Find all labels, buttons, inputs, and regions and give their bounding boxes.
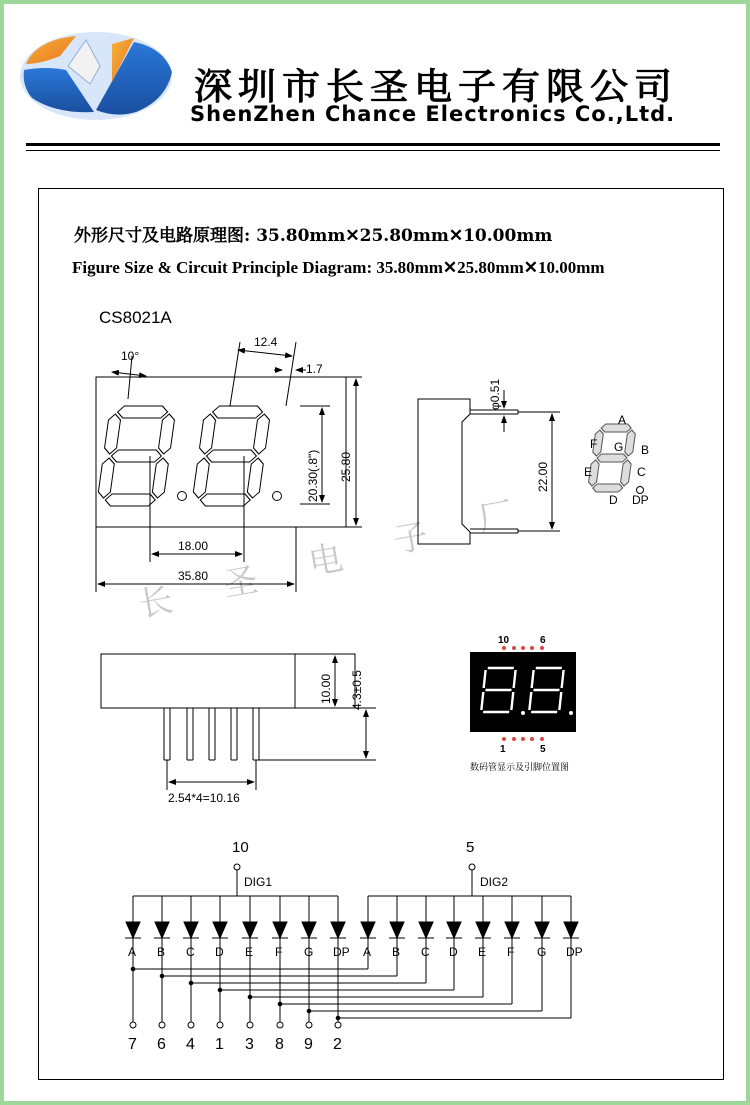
front-digit-1 — [96, 406, 176, 506]
watermark-char: 厂 — [475, 494, 517, 540]
segment-diagram — [587, 424, 637, 492]
seg-label-d: D — [609, 493, 618, 507]
dig1-seg-6-diode — [302, 922, 316, 938]
company-name-cn: 深圳市长圣电子有限公司 — [194, 65, 679, 108]
title-cn: 外形尺寸及电路原理图: 35.80mm✕25.80mm✕10.00mm — [74, 226, 553, 246]
pin-terminal-7 — [335, 1022, 341, 1028]
display-photo — [470, 646, 576, 741]
dig1-seg-7-label: DP — [333, 945, 350, 959]
bottom-view — [101, 654, 376, 790]
dig2-seg-4-label: E — [478, 945, 487, 959]
dim-top-width: 12.4 — [254, 335, 278, 349]
dig1-seg-0-diode — [126, 922, 140, 938]
model-number: CS8021A — [99, 308, 172, 327]
dig2-seg-2-label: C — [421, 945, 430, 959]
pin-number-2: 4 — [186, 1036, 195, 1053]
watermark-char: 长 — [135, 580, 177, 626]
seg-node-0 — [131, 967, 135, 971]
dig1-seg-1-diode — [155, 922, 169, 938]
front-digit-2 — [191, 406, 271, 506]
dig2-seg-5-label: F — [507, 945, 515, 959]
dim-width: 35.80 — [178, 569, 209, 583]
photo-pin-6: 6 — [540, 635, 546, 646]
seg-node-4 — [248, 995, 252, 999]
dim-angle: 10° — [121, 349, 140, 363]
seg-label-dp: DP — [632, 493, 649, 507]
dig1-seg-5-label: F — [275, 945, 283, 959]
pin-number-6: 9 — [304, 1036, 313, 1053]
dig1-pin-terminal — [234, 864, 240, 870]
pin-terminal-3 — [217, 1022, 223, 1028]
seg-label-c: C — [637, 465, 646, 479]
dim-pin-len: 4.3±0.5 — [350, 670, 364, 710]
dim-pin-pitch: 2.54*4=10.16 — [168, 791, 240, 805]
technical-drawing — [4, 4, 746, 1101]
pin-terminal-2 — [188, 1022, 194, 1028]
dig1-seg-5-diode — [273, 922, 287, 938]
photo-caption: 数码管显示及引脚位置图 — [470, 763, 570, 773]
dim-seg-width: 1.7 — [306, 362, 323, 376]
dig1-label: DIG1 — [244, 875, 273, 889]
dig2-pin-terminal — [469, 864, 475, 870]
pin-terminal-1 — [159, 1022, 165, 1028]
pin-number-5: 8 — [275, 1036, 284, 1053]
dim-height: 25.80 — [339, 451, 353, 482]
dig1-seg-4-diode — [243, 922, 257, 938]
seg-label-a: A — [618, 413, 627, 427]
dig2-seg-7-label: DP — [566, 945, 583, 959]
dig1-seg-2-label: C — [186, 945, 195, 959]
seg-label-f: F — [590, 437, 598, 451]
pin-terminal-6 — [306, 1022, 312, 1028]
dig2-seg-4-diode — [476, 922, 490, 938]
dim-pin-length: 22.00 — [536, 461, 550, 492]
dig2-seg-6-diode — [535, 922, 549, 938]
dim-pitch: 18.00 — [178, 539, 209, 553]
watermark-char: 圣 — [220, 560, 262, 606]
seg-node-2 — [189, 981, 193, 985]
dig2-seg-2-diode — [419, 922, 433, 938]
dig2-seg-3-label: D — [449, 945, 458, 959]
seg-node-7 — [336, 1016, 340, 1020]
seg-label-e: E — [584, 465, 593, 479]
dig2-seg-0-diode — [361, 922, 375, 938]
pin-number-1: 6 — [157, 1036, 166, 1053]
seg-node-1 — [160, 974, 164, 978]
photo-pin-10: 10 — [498, 635, 510, 646]
dig1-seg-7-diode — [331, 922, 345, 938]
pin-terminal-0 — [130, 1022, 136, 1028]
dig2-label: DIG2 — [480, 875, 509, 889]
seg-node-3 — [218, 988, 222, 992]
dig1-seg-0-label: A — [128, 945, 137, 959]
pin-terminal-4 — [247, 1022, 253, 1028]
dim-pin-diameter: φ0.51 — [488, 378, 502, 410]
dig1-seg-6-label: G — [304, 945, 314, 959]
pin-number-3: 1 — [215, 1036, 224, 1053]
watermark-char: 子 — [390, 516, 432, 562]
pin-number-4: 3 — [245, 1036, 254, 1053]
dig2-seg-0-label: A — [363, 945, 372, 959]
dig1-pin: 10 — [232, 839, 249, 856]
dig2-seg-1-label: B — [392, 945, 401, 959]
dig2-seg-3-diode — [447, 922, 461, 938]
dig2-pin: 5 — [466, 839, 475, 856]
company-name-en: ShenZhen Chance Electronics Co.,Ltd. — [190, 102, 676, 126]
dig2-seg-7-diode — [564, 922, 578, 938]
pin-terminal-5 — [277, 1022, 283, 1028]
photo-pin-5: 5 — [540, 744, 546, 755]
dig2-seg-5-diode — [505, 922, 519, 938]
pin-number-0: 7 — [128, 1036, 137, 1053]
dim-char-height: 20.30(.8") — [306, 449, 320, 502]
photo-pin-1: 1 — [500, 744, 506, 755]
dig1-seg-3-label: D — [215, 945, 224, 959]
seg-node-6 — [307, 1009, 311, 1013]
seg-label-b: B — [641, 443, 650, 457]
dig1-seg-4-label: E — [245, 945, 254, 959]
dig2-seg-1-diode — [390, 922, 404, 938]
dig1-seg-2-diode — [184, 922, 198, 938]
title-en: Figure Size & Circuit Principle Diagram: 35.80mm✕25.80mm✕10.00mm — [72, 258, 605, 277]
pin-number-7: 2 — [333, 1036, 342, 1053]
dim-depth: 10.00 — [319, 673, 333, 704]
seg-label-g: G — [614, 440, 624, 454]
dig1-seg-3-diode — [213, 922, 227, 938]
seg-node-5 — [278, 1002, 282, 1006]
dig2-seg-6-label: G — [537, 945, 547, 959]
dig1-seg-1-label: B — [157, 945, 166, 959]
watermark-char: 电 — [305, 538, 347, 584]
